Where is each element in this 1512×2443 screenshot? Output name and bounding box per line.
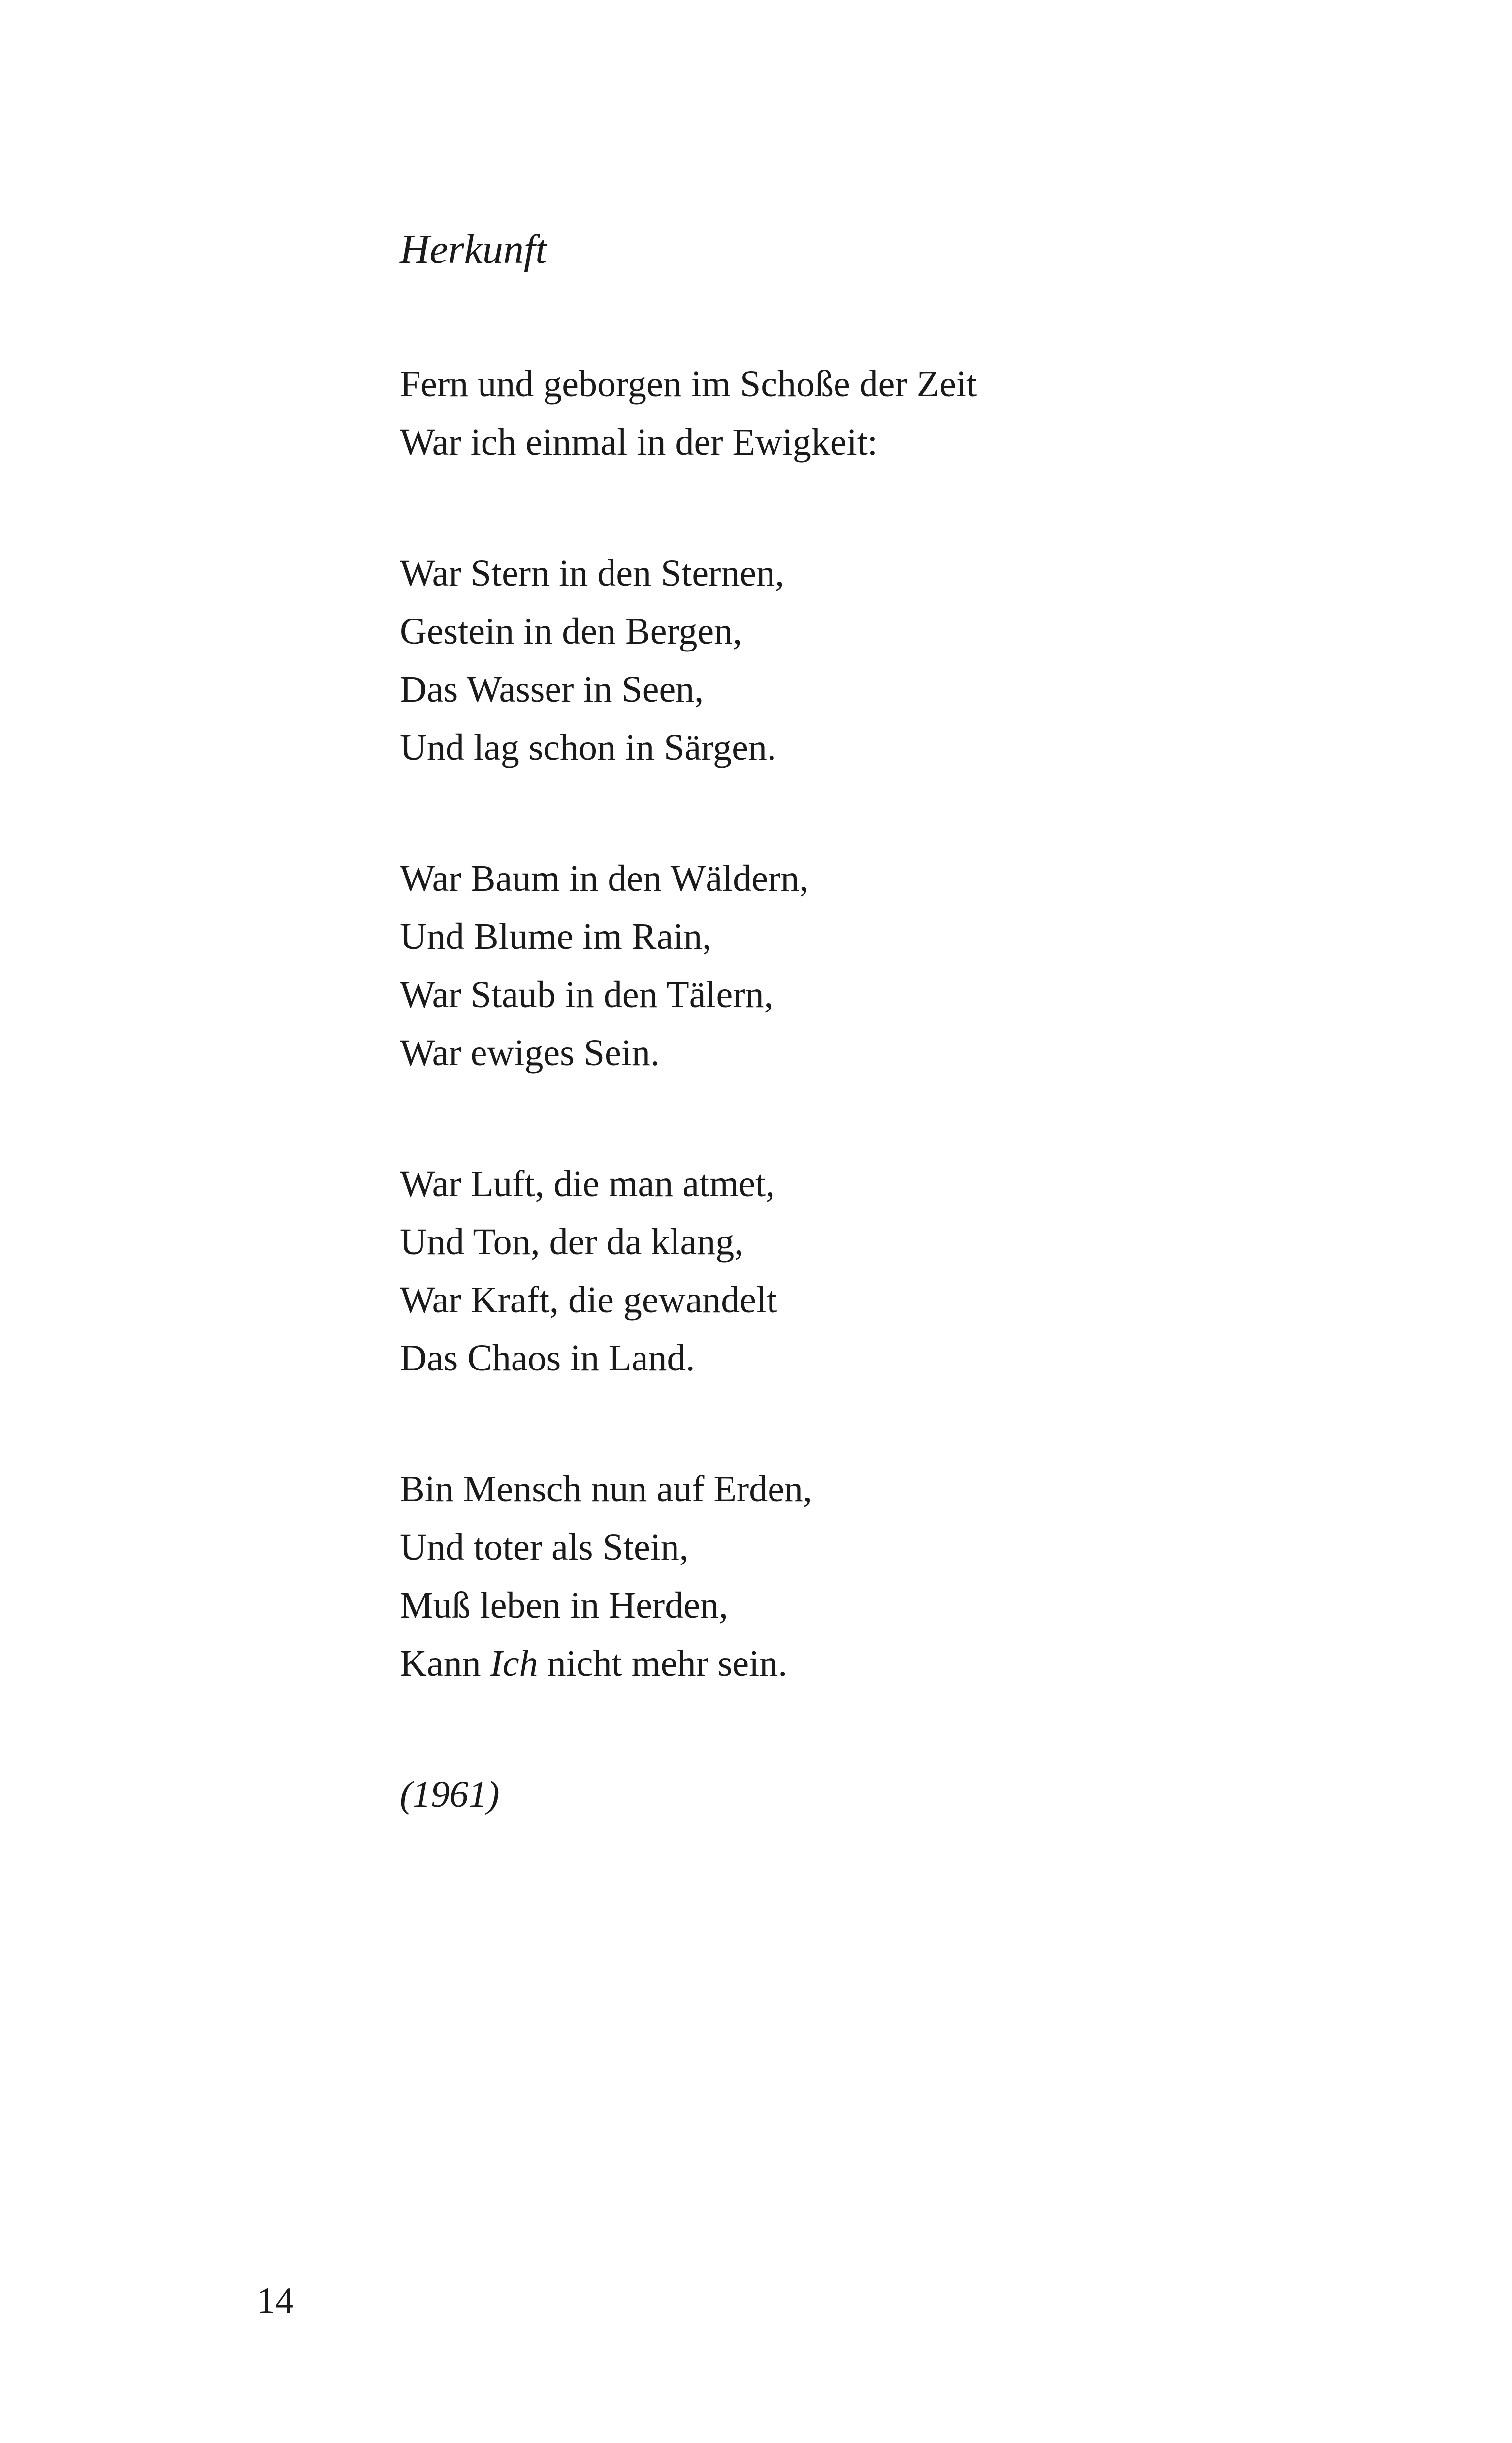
verse-line: War Stern in den Sternen, <box>400 553 785 594</box>
verse-line: Gestein in den Bergen, <box>400 611 742 652</box>
stanza-4 <box>400 1155 1384 1387</box>
verse-line: Und toter als Stein, <box>400 1527 689 1568</box>
page-number: 14 <box>257 2280 293 2321</box>
verse-line: War Baum in den Wäldern, <box>400 858 809 899</box>
verse-line: War ewiges Sein. <box>400 1032 660 1074</box>
verse-line: War Luft, die man atmet, <box>400 1163 775 1205</box>
verse-line: Und Blume im Rain, <box>400 916 712 957</box>
poem <box>400 221 1384 1824</box>
verse-line: Bin Mensch nun auf Erden, <box>400 1468 812 1510</box>
verse-line: Muß leben in Herden, <box>400 1585 728 1626</box>
verse-line: Und lag schon in Särgen. <box>400 727 776 768</box>
verse-line: War Kraft, die gewandelt <box>400 1279 777 1321</box>
verse-line: Fern und geborgen im Schoße der Zeit <box>400 363 977 405</box>
verse-line: Das Chaos in Land. <box>400 1337 695 1379</box>
verse-line: Das Wasser in Seen, <box>400 669 704 710</box>
stanza-3 <box>400 849 1384 1082</box>
verse-text: Kann <box>400 1643 490 1684</box>
stanza-2 <box>400 544 1384 777</box>
poem-title: Herkunft <box>400 227 547 272</box>
verse-line-last <box>400 1634 1384 1693</box>
verse-text: nicht mehr sein. <box>538 1643 788 1684</box>
emphasized-word: Ich <box>490 1643 538 1684</box>
poem-date: (1961) <box>400 1774 500 1815</box>
stanza-1 <box>400 355 1384 471</box>
verse-line: War Staub in den Tälern, <box>400 974 773 1015</box>
stanza-5 <box>400 1460 1384 1693</box>
verse-line: War ich einmal in der Ewigkeit: <box>400 422 878 463</box>
verse-line: Und Ton, der da klang, <box>400 1221 744 1263</box>
